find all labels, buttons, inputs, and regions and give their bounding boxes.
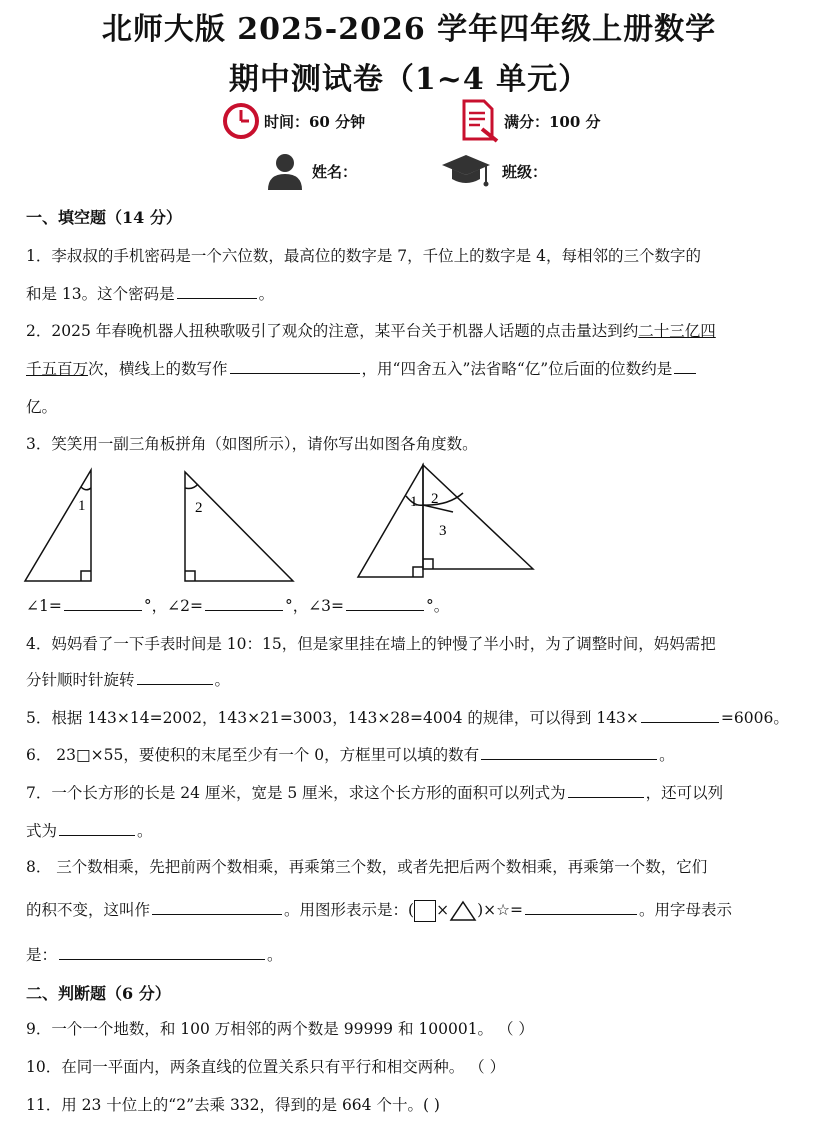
q2-underlined-2: 千五百万 — [26, 360, 89, 378]
q4-text: 分针顺时针旋转 — [26, 671, 135, 689]
q2-line-2 — [26, 357, 698, 379]
q3-line: 3．笑笑用一副三角板拼角（如图所示），请你写出如图各角度数。 — [26, 435, 478, 453]
document-pen-icon — [460, 99, 500, 143]
q5-text-b: =6006。 — [720, 709, 789, 727]
q8-blank-3[interactable] — [59, 943, 265, 960]
section-2-heading: 二、判断题（6 分） — [26, 984, 171, 1003]
triangle-figures — [20, 460, 540, 585]
q8-blank-1[interactable] — [152, 898, 282, 915]
q6-blank[interactable] — [481, 743, 657, 760]
q4-line-1: 4．妈妈看了一下手表时间是 10：15，但是家里挂在墙上的钟慢了半小时，为了调整时间，妈妈需把 — [26, 635, 716, 653]
score-text: 满分：100 分 — [504, 112, 601, 131]
score-info — [460, 99, 601, 143]
q1-line-1: 1．李叔叔的手机密码是一个六位数，最高位的数字是 7，千位上的数字是 4，每相邻的三个数字的 — [26, 247, 701, 265]
time-text: 时间：60 分钟 — [264, 112, 366, 131]
fig2-label-2: 2 — [195, 500, 203, 516]
time-info — [222, 102, 365, 140]
person-icon — [266, 152, 304, 190]
q6-period: 。 — [659, 746, 675, 764]
title-line-1: 北师大版 2025-2026 学年四年级上册数学 — [101, 12, 717, 47]
q3-angle-2-label: °，∠2= — [143, 597, 203, 615]
q10-line: 10．在同一平面内，两条直线的位置关系只有平行和相交两种。 （ ） — [26, 1058, 506, 1076]
q8-line-3 — [26, 943, 283, 965]
q8-line-2 — [26, 898, 732, 922]
q3-end: °。 — [426, 597, 450, 615]
class-field — [440, 153, 547, 189]
q2-line-3: 亿。 — [26, 398, 58, 416]
q1-blank[interactable] — [177, 282, 257, 299]
q4-period: 。 — [214, 671, 231, 689]
q3-blank-3[interactable] — [346, 594, 424, 611]
q7-blank-1[interactable] — [568, 781, 644, 798]
q7-blank-2[interactable] — [59, 819, 135, 836]
q2-text-b: 次，横线上的数写作 — [88, 360, 228, 378]
q8-times: × — [436, 901, 450, 919]
graduation-cap-icon — [440, 153, 492, 189]
q2-line-1 — [26, 319, 716, 341]
clock-icon — [222, 102, 260, 140]
q3-angle-3-label: °，∠3= — [284, 597, 345, 615]
q7-line-2 — [26, 819, 153, 841]
q3-blank-1[interactable] — [64, 594, 142, 611]
q8-blank-2[interactable] — [525, 898, 637, 915]
q2-blank-2[interactable] — [674, 357, 696, 374]
q8-text-g: 是： — [26, 946, 58, 964]
square-shape-icon — [414, 900, 436, 922]
q8-period: 。 — [267, 946, 283, 964]
q4-line-2 — [26, 668, 230, 690]
q7-text-a: 7．一个长方形的长是 24 厘米，宽是 5 厘米，求这个长方形的面积可以列式为 — [26, 784, 566, 802]
q4-blank[interactable] — [137, 668, 213, 685]
q7-text-c: 式为 — [26, 822, 58, 840]
figure-1 — [25, 470, 91, 581]
name-label: 姓名： — [312, 162, 358, 181]
q3-blank-2[interactable] — [205, 594, 283, 611]
q3-angle-1-label: ∠1= — [26, 597, 62, 615]
q8-line-1: 8． 三个数相乘，先把前两个数相乘，再乘第三个数，或者先把后两个数相乘，再乘第一个数，它们 — [26, 858, 708, 876]
fig3-label-1: 1 — [410, 494, 418, 510]
name-field — [266, 152, 357, 190]
figure-2 — [185, 472, 293, 581]
section-1-heading: 一、填空题（14 分） — [26, 208, 182, 227]
fig3-label-3: 3 — [439, 523, 447, 539]
q2-text-c: ，用“四舍五入”法省略“亿”位后面的位数约是 — [361, 360, 673, 378]
q5-blank[interactable] — [641, 706, 719, 723]
q8-text-c: 。用图形表示是：( — [284, 901, 415, 919]
q2-text-a: 2．2025 年春晚机器人扭秧歌吸引了观众的注意，某平台关于机器人话题的点击量达到约 — [26, 322, 639, 340]
class-label: 班级： — [502, 162, 548, 181]
fig3-label-2: 2 — [431, 491, 439, 507]
q5-text-a: 5．根据 143×14=2002，143×21=3003，143×28=4004 的规律，可以得到 143× — [26, 709, 639, 727]
q2-blank-1[interactable] — [230, 357, 360, 374]
q8-text-b: 的积不变，这叫作 — [26, 901, 151, 919]
q8-text-e: )×☆= — [477, 901, 523, 919]
q5-line — [26, 706, 789, 728]
q1-text: 和是 13。这个密码是 — [26, 285, 175, 303]
q7-line-1 — [26, 781, 723, 803]
q11-line: 11．用 23 十位上的“2”去乘 332，得到的是 664 个十。( ) — [26, 1096, 440, 1114]
q6-text: 6． 23□×55，要使积的末尾至少有一个 0，方框里可以填的数有 — [26, 746, 480, 764]
title-line-2: 期中测试卷（1~4 单元） — [228, 62, 590, 97]
q1-line-2 — [26, 282, 274, 304]
q9-line: 9．一个一个地数，和 100 万相邻的两个数是 99999 和 100001。 （ ） — [26, 1020, 534, 1038]
q6-line — [26, 743, 675, 765]
figure-3 — [358, 465, 533, 577]
q7-period: 。 — [137, 822, 153, 840]
triangle-shape-icon — [449, 900, 477, 922]
q2-underlined-1: 二十三亿四 — [638, 322, 716, 340]
q3-answer-line — [26, 594, 449, 616]
q8-text-f: 。用字母表示 — [639, 901, 733, 919]
q1-period: 。 — [258, 285, 275, 303]
fig1-label-1: 1 — [78, 498, 86, 514]
q7-text-b: ，还可以列 — [645, 784, 724, 802]
